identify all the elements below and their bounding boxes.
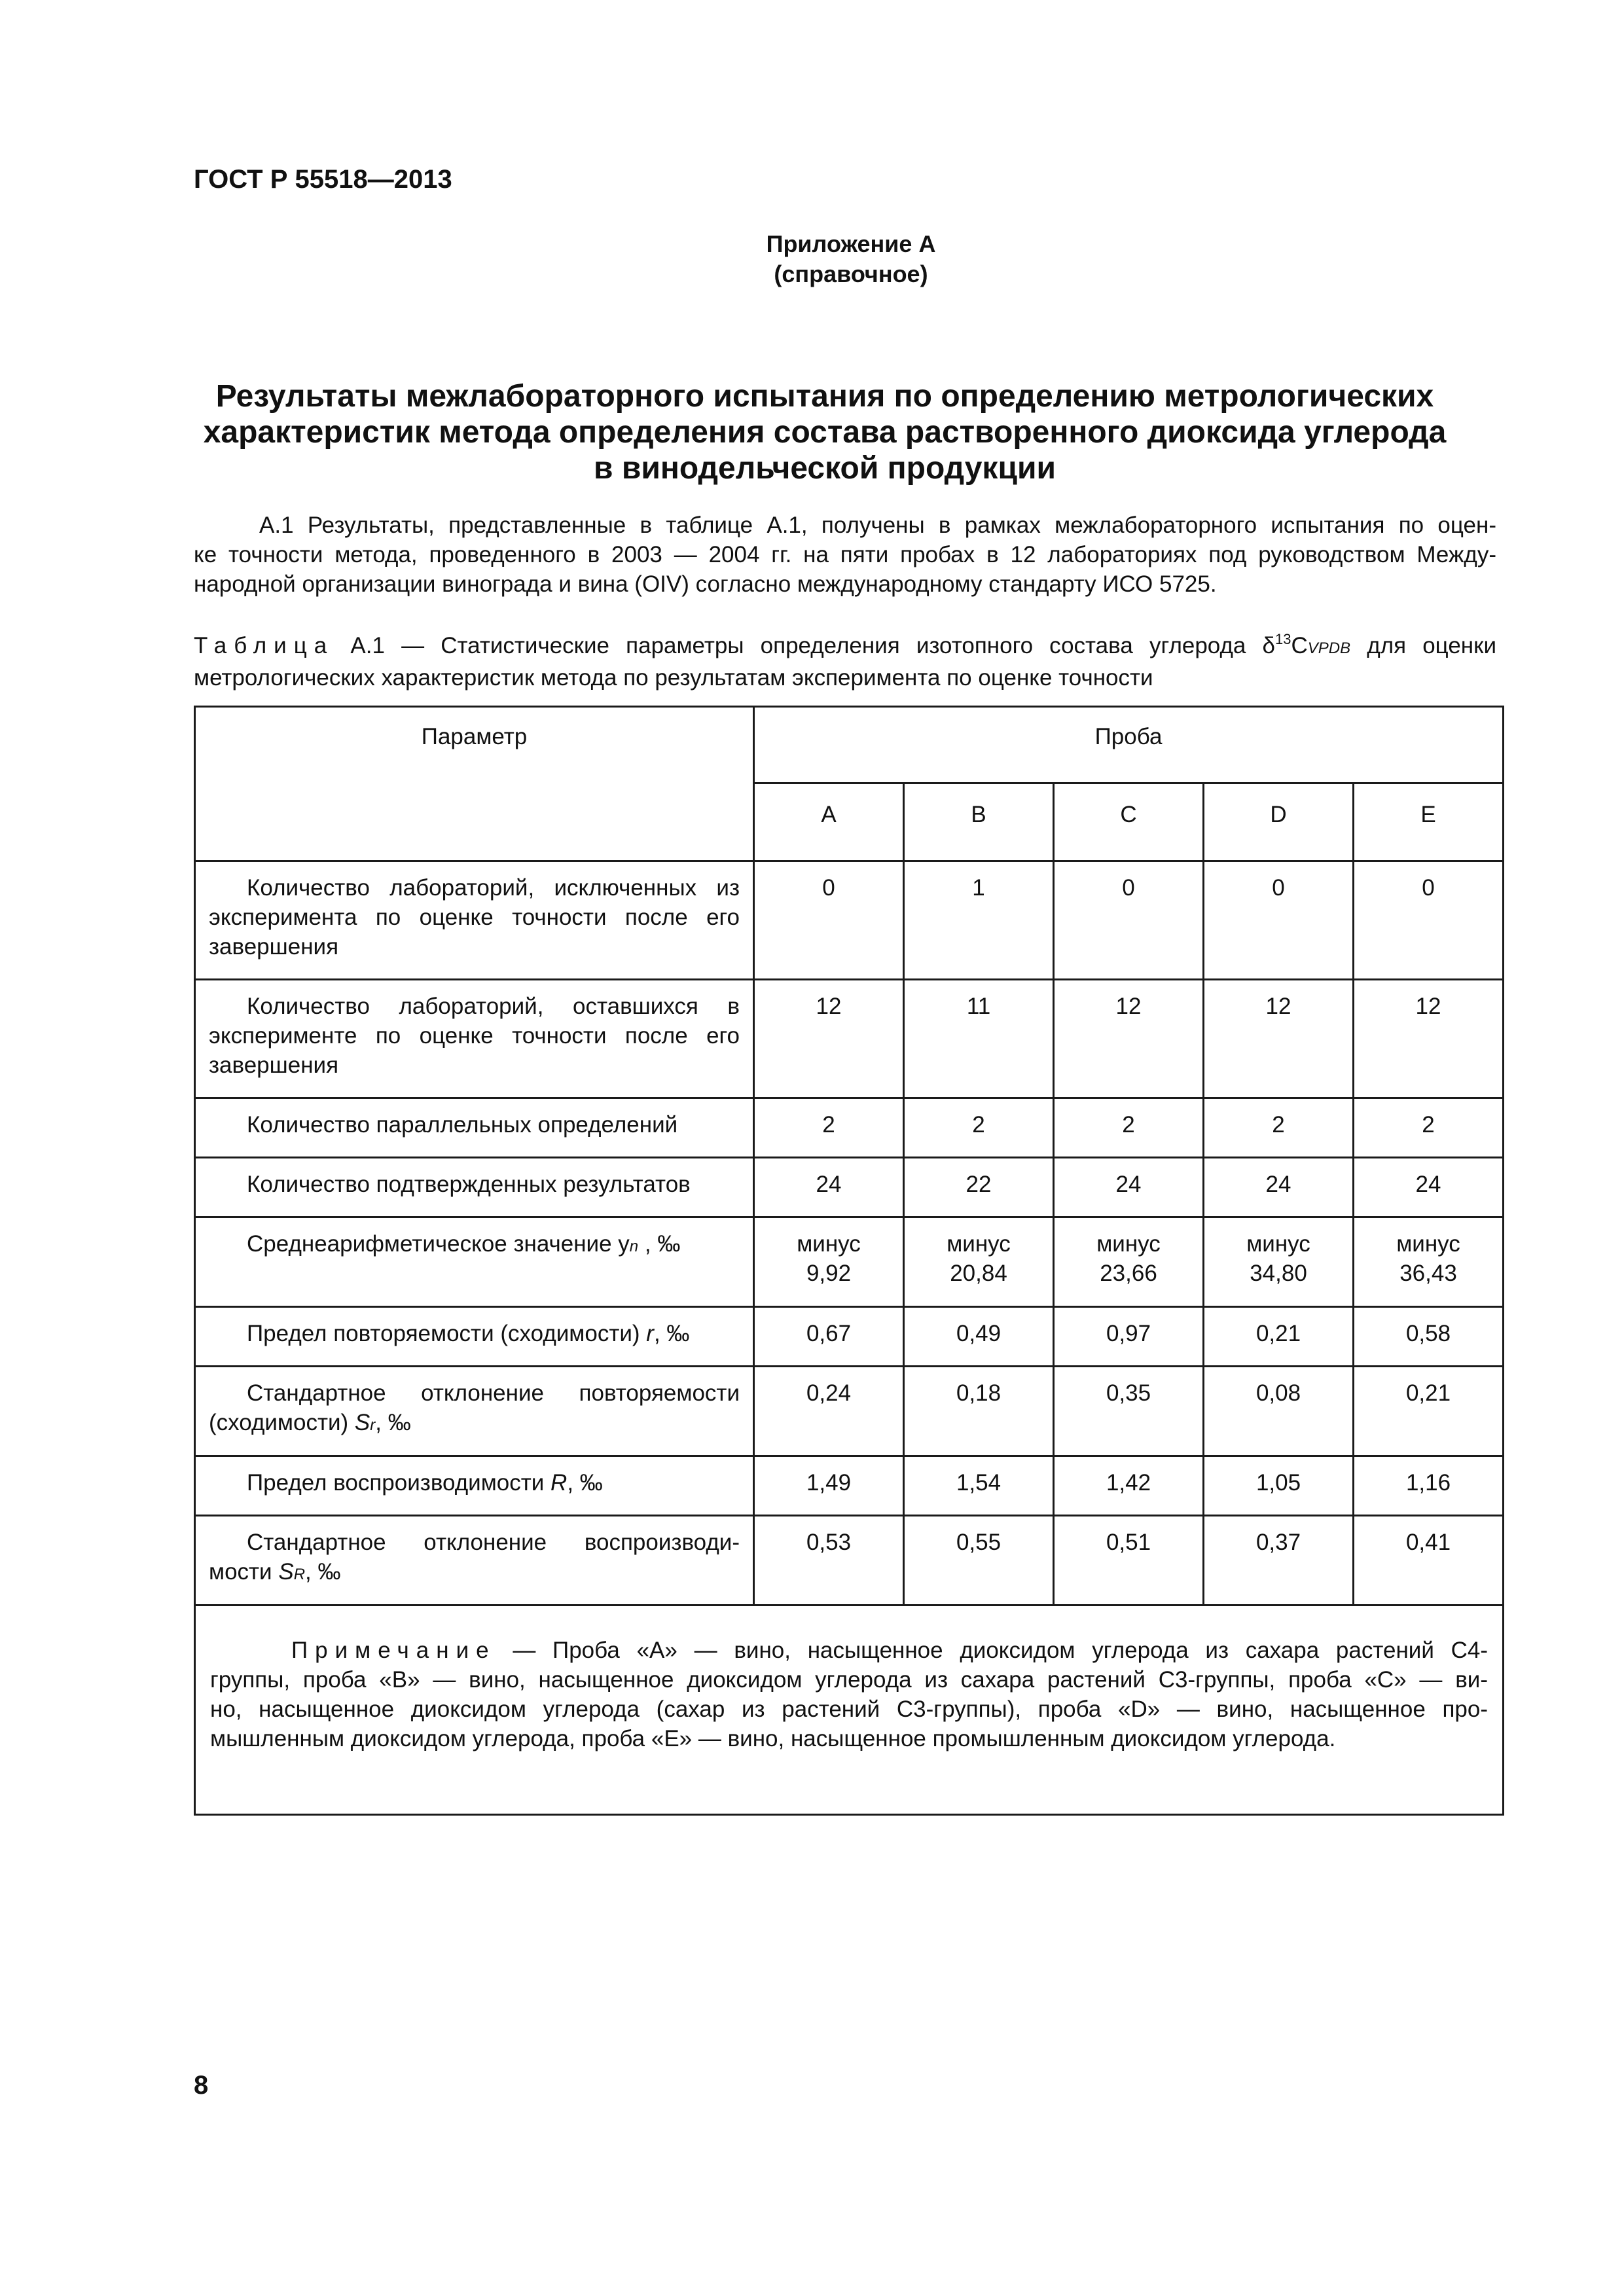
- param-cell: [195, 1456, 754, 1516]
- value-cell: 1,54: [904, 1456, 1054, 1516]
- value-line: 34,80: [1250, 1261, 1307, 1286]
- param-line: [209, 1468, 740, 1498]
- param-symbol: r: [646, 1321, 654, 1346]
- table-row: [195, 861, 1504, 980]
- param-line: Количество подтвержденных результатов: [247, 1172, 691, 1197]
- value-cell: 0,37: [1204, 1516, 1354, 1605]
- value-cell: 2: [754, 1098, 904, 1158]
- caption-line: [194, 631, 1496, 663]
- param-cell: [195, 1098, 754, 1158]
- value-cell: 0: [1354, 861, 1504, 980]
- value-cell: 24: [1054, 1158, 1204, 1217]
- param-line: Количество лабораторий, исключенных из: [247, 875, 740, 901]
- value-cell: 0,24: [754, 1367, 904, 1456]
- param-unit: , ‰: [653, 1321, 690, 1346]
- value-cell: 12: [754, 980, 904, 1098]
- document-code: ГОСТ Р 55518—2013: [194, 165, 452, 194]
- table-row: [195, 1456, 1504, 1516]
- value-cell: 0,55: [904, 1516, 1054, 1605]
- caption-text: А.1 — Статистические параметры определения изотопного состава углерода δ: [350, 633, 1276, 658]
- value-cell: 0,58: [1354, 1307, 1504, 1367]
- param-header: Параметр: [195, 707, 754, 861]
- caption-label: Таблица: [194, 633, 334, 658]
- param-line: Стандартное отклонение воспроизводи-: [247, 1530, 740, 1555]
- intro-line: ке точности метода, проведенного в 2003 — 2004 гг. на пяти пробах в 12 лабораториях под руководством Между-: [194, 542, 1496, 567]
- value-cell: 1,42: [1054, 1456, 1204, 1516]
- value-cell: 24: [1204, 1158, 1354, 1217]
- value-line: минус: [1096, 1231, 1161, 1257]
- appendix-type: (справочное): [774, 260, 928, 287]
- param-line: эксперимента по оценке точности после его: [209, 905, 740, 930]
- param-text: мости: [209, 1559, 279, 1585]
- value-cell: 11: [904, 980, 1054, 1098]
- param-line: завершения: [209, 934, 339, 960]
- caption-subscript: VPDB: [1307, 639, 1351, 657]
- param-unit: , ‰: [638, 1231, 681, 1257]
- table-row: [195, 1516, 1504, 1605]
- value-cell: 0,35: [1054, 1367, 1204, 1456]
- param-line: [209, 1408, 740, 1440]
- table-row: [195, 1098, 1504, 1158]
- table-row: [195, 1367, 1504, 1456]
- caption-symbol: C: [1291, 633, 1308, 658]
- param-line: Стандартное отклонение повторяемости: [247, 1380, 740, 1406]
- value-cell: 2: [1204, 1098, 1354, 1158]
- sample-letter: C: [1054, 783, 1204, 861]
- param-cell: [195, 1367, 754, 1456]
- param-text: Среднеарифметическое значение y: [247, 1231, 630, 1257]
- param-line: Количество лабораторий, оставшихся в: [247, 994, 740, 1019]
- value-cell: 0,67: [754, 1307, 904, 1367]
- param-cell: [195, 861, 754, 980]
- table-note-row: [195, 1605, 1504, 1815]
- value-cell: 0: [754, 861, 904, 980]
- value-cell: 0,53: [754, 1516, 904, 1605]
- value-cell: 0: [1204, 861, 1354, 980]
- param-symbol: R: [550, 1470, 568, 1496]
- value-cell: 0,49: [904, 1307, 1054, 1367]
- value-cell: 1,05: [1204, 1456, 1354, 1516]
- note-line: мышленным диоксидом углерода, проба «Е» — вино, насыщенное промышленным диоксидом углерода.: [210, 1726, 1336, 1751]
- intro-paragraph: [194, 511, 1496, 599]
- value-cell: 2: [1054, 1098, 1204, 1158]
- results-table: [194, 706, 1504, 1816]
- param-line: [209, 1557, 740, 1589]
- param-line: Количество параллельных определений: [247, 1112, 678, 1138]
- value-cell: 2: [904, 1098, 1054, 1158]
- param-subscript: r: [370, 1416, 376, 1434]
- param-unit: , ‰: [375, 1410, 411, 1435]
- value-cell: [754, 1217, 904, 1307]
- value-cell: 0,21: [1354, 1367, 1504, 1456]
- sample-letter: A: [754, 783, 904, 861]
- table-row: [195, 1217, 1504, 1307]
- table-note: [195, 1605, 1504, 1815]
- value-cell: [904, 1217, 1054, 1307]
- value-cell: 22: [904, 1158, 1054, 1217]
- sample-letter: B: [904, 783, 1054, 861]
- param-cell: [195, 1158, 754, 1217]
- param-subscript: n: [629, 1238, 639, 1255]
- sample-letter: D: [1204, 783, 1354, 861]
- note-line: [210, 1636, 1488, 1665]
- param-line: завершения: [209, 1052, 339, 1078]
- table-row: [195, 980, 1504, 1098]
- param-symbol: S: [278, 1559, 294, 1585]
- page-number: 8: [194, 2071, 209, 2100]
- param-unit: , ‰: [567, 1470, 603, 1496]
- value-cell: 24: [754, 1158, 904, 1217]
- value-line: 36,43: [1399, 1261, 1457, 1286]
- value-line: минус: [947, 1231, 1011, 1257]
- param-unit: , ‰: [305, 1559, 341, 1585]
- value-line: 20,84: [950, 1261, 1007, 1286]
- value-cell: 0,51: [1054, 1516, 1204, 1605]
- appendix-label: Приложение А: [766, 230, 936, 257]
- value-line: минус: [1246, 1231, 1310, 1257]
- param-text: Предел повторяемости (сходимости): [247, 1321, 647, 1346]
- value-cell: 0,08: [1204, 1367, 1354, 1456]
- value-cell: 0: [1054, 861, 1204, 980]
- value-cell: 12: [1204, 980, 1354, 1098]
- note-label: Примечание: [291, 1638, 496, 1663]
- table-row: [195, 1307, 1504, 1367]
- param-text: Предел воспроизводимости: [247, 1470, 551, 1496]
- sample-letter: E: [1354, 783, 1504, 861]
- param-cell: [195, 980, 754, 1098]
- caption-text-after: для оценки: [1350, 633, 1496, 658]
- caption-superscript: 13: [1275, 631, 1291, 647]
- note-text: — Проба «А» — вино, насыщенное диоксидом углерода из сахара растений С4-: [496, 1638, 1489, 1663]
- param-line: [209, 1319, 740, 1348]
- param-cell: [195, 1217, 754, 1307]
- intro-line: народной организации винограда и вина (OIV) согласно международному стандарту ИСО 5725.: [194, 571, 1217, 597]
- param-subscript: R: [293, 1566, 306, 1583]
- param-cell: [195, 1307, 754, 1367]
- appendix-heading: [687, 229, 1015, 289]
- value-cell: 2: [1354, 1098, 1504, 1158]
- value-line: минус: [1396, 1231, 1460, 1257]
- param-text: (сходимости): [209, 1410, 355, 1435]
- title-line: характеристик метода определения состава растворенного диоксида углерода: [203, 415, 1447, 450]
- value-cell: [1354, 1217, 1504, 1307]
- value-cell: 12: [1054, 980, 1204, 1098]
- table-caption: [194, 631, 1496, 692]
- table-row: [195, 1158, 1504, 1217]
- title-line: Результаты межлабораторного испытания по определению метрологических: [215, 379, 1434, 414]
- sample-header: Проба: [754, 707, 1504, 783]
- value-cell: 0,41: [1354, 1516, 1504, 1605]
- param-symbol: S: [354, 1410, 370, 1435]
- value-cell: [1204, 1217, 1354, 1307]
- title-line: в винодельческой продукции: [594, 451, 1056, 486]
- value-cell: 12: [1354, 980, 1504, 1098]
- note-line: но, насыщенное диоксидом углерода (сахар из растений С3-группы), проба «D» — вино, насыщенное про-: [210, 1696, 1489, 1722]
- note-line: группы, проба «В» — вино, насыщенное диоксидом углерода из сахара растений С3-группы, проба «С» — ви-: [210, 1667, 1489, 1693]
- caption-line: метрологических характеристик метода по результатам эксперимента по оценке точности: [194, 665, 1153, 691]
- value-cell: 1,16: [1354, 1456, 1504, 1516]
- value-cell: 1: [904, 861, 1054, 980]
- value-cell: 0,18: [904, 1367, 1054, 1456]
- value-cell: 24: [1354, 1158, 1504, 1217]
- value-cell: 1,49: [754, 1456, 904, 1516]
- value-line: 9,92: [806, 1261, 852, 1286]
- param-line: [209, 1229, 740, 1261]
- value-cell: [1054, 1217, 1204, 1307]
- intro-line: А.1 Результаты, представленные в таблице А.1, получены в рамках межлабораторного испытания по оцен-: [259, 512, 1496, 538]
- param-cell: [195, 1516, 754, 1605]
- value-cell: 0,97: [1054, 1307, 1204, 1367]
- value-line: 23,66: [1100, 1261, 1157, 1286]
- value-line: минус: [797, 1231, 861, 1257]
- param-line: эксперименте по оценке точности после его: [209, 1023, 740, 1049]
- value-cell: 0,21: [1204, 1307, 1354, 1367]
- page-title: [183, 378, 1466, 486]
